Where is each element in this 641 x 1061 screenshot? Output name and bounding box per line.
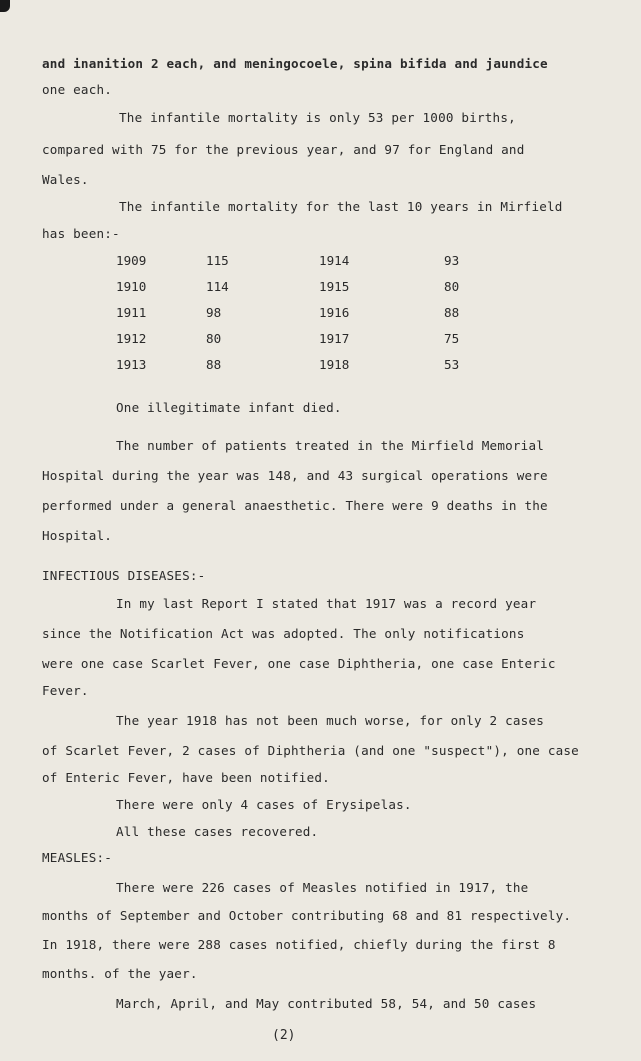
paragraph-line: Hospital during the year was 148, and 43 surgical operations were [42,468,548,483]
rate-cell: 114 [206,279,229,294]
paragraph-line: performed under a general anaesthetic. There were 9 deaths in the [42,498,548,513]
paragraph-line: The number of patients treated in the Mirfield Memorial [116,438,545,453]
year-cell: 1918 [319,357,350,372]
paragraph-line: The infantile mortality is only 53 per 1000 births, [119,110,516,125]
paragraph-line: One illegitimate infant died. [116,400,342,415]
rate-cell: 98 [206,305,222,320]
year-cell: 1915 [319,279,350,294]
table-row [116,305,484,331]
table-row [116,253,484,279]
rate-cell: 93 [444,253,460,268]
rate-cell: 115 [206,253,229,268]
mortality-table [116,253,484,383]
year-cell: 1910 [116,279,147,294]
year-cell: 1914 [319,253,350,268]
rate-cell: 80 [444,279,460,294]
page-number: (2) [272,1028,296,1043]
paragraph-line: has been:- [42,226,120,241]
year-cell: 1909 [116,253,147,268]
table-row [116,357,484,383]
rate-cell: 75 [444,331,460,346]
paragraph-line: were one case Scarlet Fever, one case Diphtheria, one case Enteric [42,656,556,671]
year-cell: 1916 [319,305,350,320]
rate-cell: 88 [206,357,222,372]
paragraph-line: In my last Report I stated that 1917 was a record year [116,596,537,611]
year-cell: 1912 [116,331,147,346]
year-cell: 1913 [116,357,147,372]
rate-cell: 88 [444,305,460,320]
paragraph-line: March, April, and May contributed 58, 54, and 50 cases [116,996,537,1011]
table-row [116,279,484,305]
paragraph-line: The infantile mortality for the last 10 years in Mirfield [119,199,563,214]
paragraph-line: of Enteric Fever, have been notified. [42,770,330,785]
paragraph-line: and inanition 2 each, and meningocoele, spina bifida and jaundice [42,56,548,71]
paragraph-line: In 1918, there were 288 cases notified, chiefly during the first 8 [42,937,556,952]
paragraph-line: There were only 4 cases of Erysipelas. [116,797,412,812]
paragraph-line: since the Notification Act was adopted. The only notifications [42,626,525,641]
section-heading: MEASLES:- [42,850,113,865]
ink-blot [0,0,10,12]
paragraph-line: All these cases recovered. [116,824,319,839]
paragraph-line: Wales. [42,172,89,187]
rate-cell: 80 [206,331,222,346]
paragraph-line: Fever. [42,683,89,698]
paragraph-line: months. of the yaer. [42,966,198,981]
table-row [116,331,484,357]
paragraph-line: Hospital. [42,528,113,543]
paragraph-line: of Scarlet Fever, 2 cases of Diphtheria (and one "suspect"), one case [42,743,579,758]
year-cell: 1917 [319,331,350,346]
section-heading: INFECTIOUS DISEASES:- [42,568,206,583]
paragraph-line: one each. [42,82,113,97]
paragraph-line: There were 226 cases of Measles notified in 1917, the [116,880,529,895]
paragraph-line: compared with 75 for the previous year, and 97 for England and [42,142,525,157]
rate-cell: 53 [444,357,460,372]
year-cell: 1911 [116,305,147,320]
paragraph-line: months of September and October contributing 68 and 81 respectively. [42,908,572,923]
paragraph-line: The year 1918 has not been much worse, for only 2 cases [116,713,545,728]
